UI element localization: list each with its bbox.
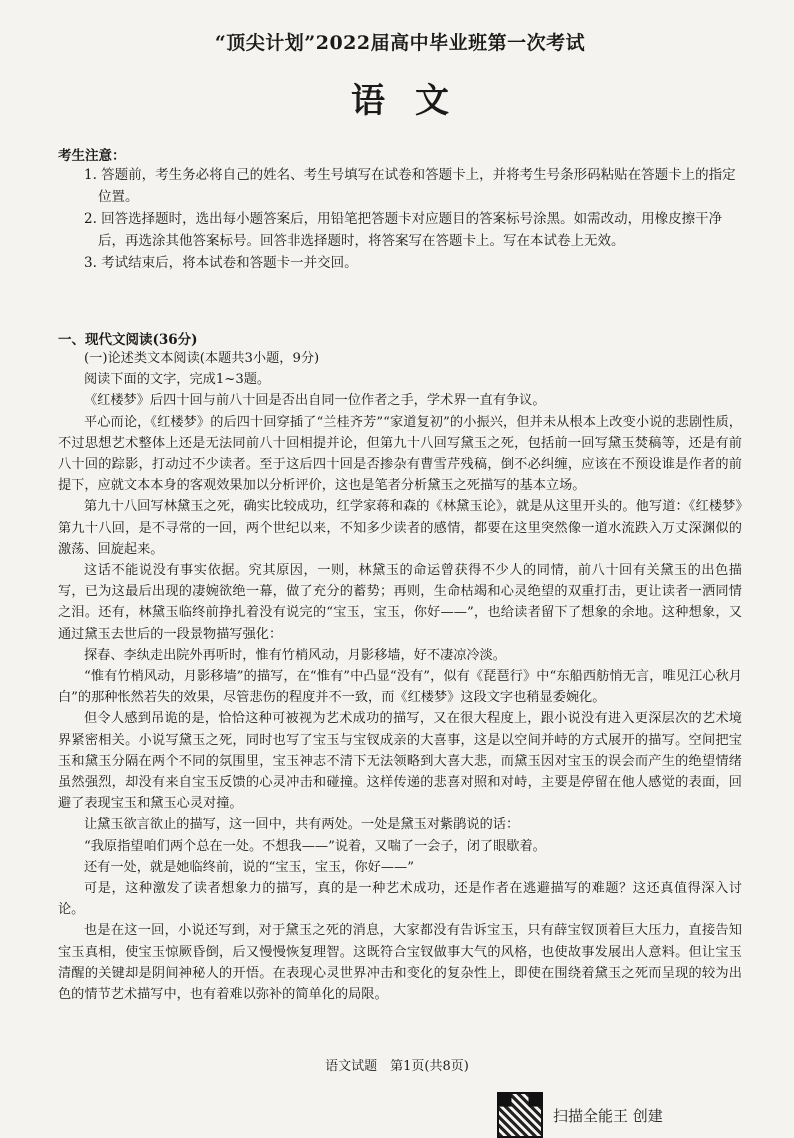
exam-title: “顶尖计划”2022届高中毕业班第一次考试 <box>214 32 586 54</box>
sub-heading: (一)论述类文本阅读(本题共3小题，9分) <box>84 351 320 366</box>
notice-list <box>58 164 742 274</box>
passage-paragraph: 让黛玉欲言欲止的描写，这一回中，共有两处。一处是黛玉对紫鹃说的话： <box>84 817 520 833</box>
passage-paragraph: 第九十八回写林黛玉之死，确实比较成功，红学家蒋和森的《林黛玉论》，就是从这里开头的。他写道：《红楼梦》第九十八回，是不寻常的一回，两个世纪以来，不知多少读者的感情，都要在这里突然像一道水流跌入万丈深渊似的激荡、回旋起来。 <box>58 499 742 557</box>
passage-paragraph: 可是，这种激发了读者想象力的描写，真的是一种艺术成功，还是作者在逃避描写的难题？这还真值得深入讨论。 <box>58 881 742 918</box>
scan-text: 扫描全能王 创建 <box>553 1106 663 1125</box>
passage-paragraph: 还有一处，就是她临终前，说的“宝玉，宝玉，你好——” <box>84 859 414 875</box>
qr-code-icon <box>497 1092 543 1138</box>
notice-item: 3. 考试结束后，将本试卷和答题卡一并交回。 <box>84 255 358 271</box>
passage-quote: 探春、李纨走出院外再听时，惟有竹梢风动，月影移墙，好不凄凉冷淡。 <box>84 647 506 663</box>
notice-item: 1. 答题前，考生务必将自己的姓名、考生号填写在试卷和答题卡上，并将考生号条形码粘贴在答题卡上的指定位置。 <box>84 167 736 205</box>
passage-paragraph: 平心而论，《红楼梦》的后四十回穿插了“兰桂齐芳”“家道复初”的小振兴，但并未从根本上改变小说的悲剧性质，不过思想艺术整体上还是无法同前八十回相提并论，但第九十八回写黛玉之死，包括前一回写黛玉焚稿等，还是有前八十回的踪影，打动过不少读者。至于这后四十回是否掺杂有曹雪芹残稿，倒不必纠缠，应该在不预设谁是作者的前提下，应就文本本身的客观效果加以分析评价，这也是笔者分析黛玉之死描写的基本立场。 <box>58 414 742 494</box>
subject-title: 语文 <box>351 81 479 121</box>
passage-paragraph: 《红楼梦》后四十回与前八十回是否出自同一位作者之手，学术界一直有争议。 <box>84 393 546 409</box>
instruction: 阅读下面的文字，完成1~3题。 <box>84 372 271 388</box>
passage-quote: “我原指望咱们两个总在一处。不想我——”说着，又喘了一会子，闭了眼歇着。 <box>84 838 546 854</box>
passage-paragraph: “惟有竹梢风动，月影移墙”的描写，在“惟有”中凸显“没有”，似有《琵琶行》中“东船西舫悄无言，唯见江心秋月白”的那种怅然若失的效果，尽管悲伤的程度并不一致，而《红楼梦》这段文字也稍显委婉化。 <box>58 669 742 706</box>
section-heading: 一、现代文阅读(36分) <box>58 332 198 348</box>
scan-watermark <box>497 1092 663 1138</box>
reading-passage <box>58 390 742 1005</box>
notice-heading: 考生注意： <box>58 148 126 164</box>
passage-paragraph: 也是在这一回，小说还写到，对于黛玉之死的消息，大家都没有告诉宝玉，只有薛宝钗顶着巨大压力，直接告知宝玉真相，使宝玉惊厥昏倒，后又慢慢恢复理智。这既符合宝钗做事大气的风格，也使故事发展出人意料。但让宝玉清醒的关键却是阴间神秘人的开悟。在表现心灵世界冲击和变化的复杂性上，即使在围绕着黛玉之死而呈现的较为出色的情节艺术描写中，也有着难以弥补的简单化的局限。 <box>58 923 742 1003</box>
notice-item: 2. 回答选择题时，选出每小题答案后，用铅笔把答题卡对应题目的答案标号涂黑。如需改动，用橡皮擦干净后，再选涂其他答案标号。回答非选择题时，将答案写在答题卡上。写在本试卷上无效。 <box>84 211 723 249</box>
page-footer: 语文试题 第1页(共8页) <box>325 1059 469 1074</box>
passage-paragraph: 这话不能说没有事实依据。究其原因，一则，林黛玉的命运曾获得不少人的同情，前八十回有关黛玉的出色描写，已为这最后出现的凄婉欲绝一幕，做了充分的蓄势；再则，生命枯竭和心灵绝望的双重打击，更让读者一洒同情之泪。还有，林黛玉临终前挣扎着没有说完的“宝玉，宝玉，你好——”，也给读者留下了想象的余地。这种想象，又通过黛玉去世后的一段景物描写强化： <box>58 563 742 642</box>
passage-paragraph: 但令人感到吊诡的是，恰恰这种可被视为艺术成功的描写，又在很大程度上，跟小说没有进入更深层次的艺术境界紧密相关。小说写黛玉之死，同时也写了宝玉与宝钗成亲的大喜事，这是以空间并峙的方式展开的描写。空间把宝玉和黛玉分隔在两个不同的氛围里，宝玉神志不清下无法领略到大喜大悲，而黛玉因对宝玉的误会而产生的绝望情绪虽然强烈，却没有来自宝玉反馈的心灵冲击和碰撞。这样传递的悲喜对照和对峙，主要是停留在他人感觉的表面，回避了表现宝玉和黛玉心灵对撞。 <box>58 711 742 812</box>
